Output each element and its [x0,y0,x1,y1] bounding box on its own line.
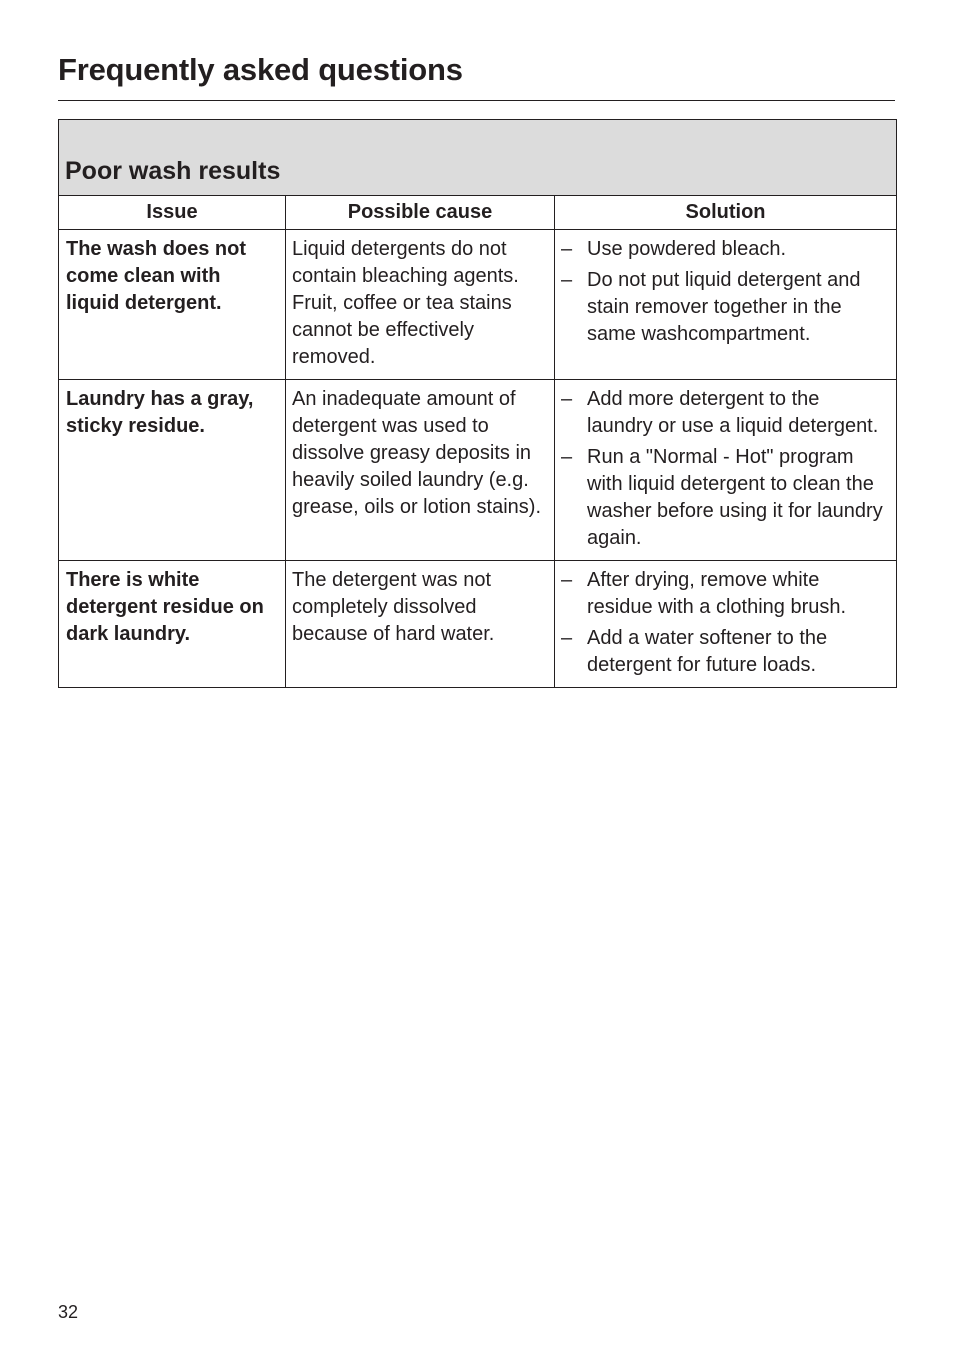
solution-item [555,236,890,263]
solution-cell [555,230,897,380]
solution-item [555,567,890,621]
section-title: Poor wash results [65,157,281,185]
page-title: Frequently asked questions [58,52,463,87]
column-header-row [59,196,897,230]
solution-text: Run a "Normal - Hot" program with liquid detergent to clean the washer before using it for laundry again. [587,446,883,549]
section-header [59,120,897,196]
dash-bullet: – [561,388,573,410]
cause-cell: Liquid detergents do not contain bleaching agents. Fruit, coffee or tea stains cannot be effectively removed. [286,230,555,380]
issue-cell: There is white detergent residue on dark laundry. [59,561,286,688]
solution-text: After drying, remove white residue with a clothing brush. [587,569,847,618]
solution-text: Add more detergent to the laundry or use a liquid detergent. [587,388,879,437]
solution-cell [555,380,897,561]
title-divider [58,100,895,101]
solution-text: Use powdered bleach. [587,238,787,260]
column-header-solution: Solution [555,196,897,230]
faq-table [58,119,897,688]
dash-bullet: – [561,569,573,591]
table-row [59,561,897,688]
section-header-row [59,120,897,196]
dash-bullet: – [561,627,573,649]
cause-cell: An inadequate amount of detergent was used to dissolve greasy deposits in heavily soiled laundry (e.g. grease, oils or lotion stains). [286,380,555,561]
solution-text: Add a water softener to the detergent for future loads. [587,627,828,676]
issue-cell: The wash does not come clean with liquid detergent. [59,230,286,380]
solution-item [555,386,890,440]
solution-cell [555,561,897,688]
page-number: 32 [58,1302,79,1322]
table-row [59,230,897,380]
solution-item [555,267,890,348]
cause-cell: The detergent was not completely dissolved because of hard water. [286,561,555,688]
solution-item [555,444,890,552]
solution-item [555,625,890,679]
table-row [59,380,897,561]
dash-bullet: – [561,238,573,260]
column-header-cause: Possible cause [286,196,555,230]
dash-bullet: – [561,269,573,291]
dash-bullet: – [561,446,573,468]
column-header-issue: Issue [59,196,286,230]
solution-text: Do not put liquid detergent and stain remover together in the same washcompartment. [587,269,861,345]
issue-cell: Laundry has a gray, sticky residue. [59,380,286,561]
